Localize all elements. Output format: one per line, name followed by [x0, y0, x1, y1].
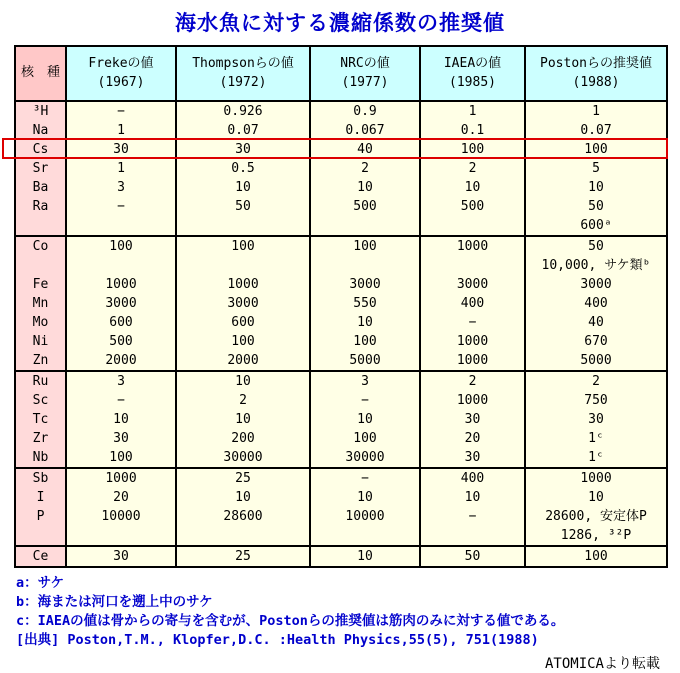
value-cell: 50: [525, 197, 667, 216]
value-cell: 10: [420, 178, 525, 197]
table-row: [15, 546, 667, 567]
value-cell: 1000: [420, 236, 525, 256]
nuclide-cell: Na: [15, 121, 66, 140]
value-cell: [66, 256, 176, 275]
value-cell: 3000: [525, 275, 667, 294]
value-cell: −: [310, 391, 420, 410]
value-cell: 10: [525, 178, 667, 197]
nuclide-cell: P: [15, 507, 66, 526]
column-header: IAEAの値 (1985): [420, 46, 525, 101]
nuclide-cell: [15, 256, 66, 275]
value-cell: 100: [310, 332, 420, 351]
value-cell: 3000: [420, 275, 525, 294]
nuclide-cell: [15, 216, 66, 236]
table-row: [15, 236, 667, 256]
value-cell: [66, 216, 176, 236]
value-cell: 1: [66, 159, 176, 178]
value-cell: 10,000, サケ類ᵇ: [525, 256, 667, 275]
value-cell: 1ᶜ: [525, 448, 667, 468]
value-cell: 0.07: [525, 121, 667, 140]
value-cell: 30: [66, 546, 176, 567]
nuclide-cell: ³H: [15, 101, 66, 121]
value-cell: 30: [420, 410, 525, 429]
table-row: [15, 448, 667, 468]
value-cell: 1000: [420, 351, 525, 371]
nuclide-cell: Tc: [15, 410, 66, 429]
value-cell: [420, 526, 525, 546]
table-section: [15, 371, 667, 468]
table-row: [15, 429, 667, 448]
nuclide-cell: Co: [15, 236, 66, 256]
value-cell: 400: [420, 294, 525, 313]
value-cell: 500: [66, 332, 176, 351]
table-row: [15, 121, 667, 140]
value-cell: 2: [176, 391, 310, 410]
value-cell: 20: [420, 429, 525, 448]
table-row: [15, 507, 667, 526]
value-cell: 2000: [66, 351, 176, 371]
table-row: [15, 526, 667, 546]
nuclide-cell: Ra: [15, 197, 66, 216]
value-cell: 5: [525, 159, 667, 178]
value-cell: 670: [525, 332, 667, 351]
value-cell: −: [66, 101, 176, 121]
nuclide-cell: Ce: [15, 546, 66, 567]
value-cell: 100: [420, 140, 525, 159]
value-cell: 100: [310, 429, 420, 448]
credit-line: ATOMICAより転載: [544, 656, 660, 672]
value-cell: [176, 526, 310, 546]
value-cell: 50: [525, 236, 667, 256]
value-cell: 100: [525, 140, 667, 159]
value-cell: 550: [310, 294, 420, 313]
value-cell: 10: [310, 178, 420, 197]
value-cell: [310, 256, 420, 275]
corner-header-nuclide: 核 種: [15, 46, 66, 101]
table-header-row: [15, 46, 667, 101]
value-cell: 2: [420, 371, 525, 391]
value-cell: 600: [66, 313, 176, 332]
value-cell: 0.067: [310, 121, 420, 140]
nuclide-cell: Sc: [15, 391, 66, 410]
value-cell: 100: [66, 448, 176, 468]
value-cell: −: [420, 507, 525, 526]
value-cell: 500: [310, 197, 420, 216]
value-cell: 10: [66, 410, 176, 429]
table-row: [15, 197, 667, 216]
value-cell: 1: [66, 121, 176, 140]
nuclide-cell: Sr: [15, 159, 66, 178]
value-cell: 500: [420, 197, 525, 216]
value-cell: 3: [66, 178, 176, 197]
value-cell: 200: [176, 429, 310, 448]
footnote: b：海または河口を遡上中のサケ: [16, 594, 213, 610]
column-header: NRCの値 (1977): [310, 46, 420, 101]
value-cell: −: [66, 197, 176, 216]
table-row: [15, 351, 667, 371]
value-cell: 100: [66, 236, 176, 256]
value-cell: 100: [310, 236, 420, 256]
value-cell: [420, 216, 525, 236]
value-cell: [420, 256, 525, 275]
column-header: Thompsonらの値 (1972): [176, 46, 310, 101]
value-cell: 10: [176, 371, 310, 391]
value-cell: 25: [176, 468, 310, 488]
value-cell: 10: [310, 410, 420, 429]
value-cell: 30: [420, 448, 525, 468]
nuclide-cell: Ba: [15, 178, 66, 197]
source-line: [出典] Poston,T.M., Klopfer,D.C. :Health Physics,55(5), 751(1988): [16, 632, 539, 648]
nuclide-cell: Mn: [15, 294, 66, 313]
value-cell: 10: [420, 488, 525, 507]
value-cell: [310, 216, 420, 236]
table-row: [15, 313, 667, 332]
value-cell: 10: [310, 313, 420, 332]
nuclide-cell: Mo: [15, 313, 66, 332]
table-row: [15, 371, 667, 391]
value-cell: 10: [176, 178, 310, 197]
value-cell: 1286, ³²P: [525, 526, 667, 546]
value-cell: 400: [420, 468, 525, 488]
table-row: [15, 332, 667, 351]
table-wrap: [14, 45, 666, 568]
value-cell: 1ᶜ: [525, 429, 667, 448]
value-cell: 1000: [525, 468, 667, 488]
table-row: [15, 101, 667, 121]
value-cell: 10000: [310, 507, 420, 526]
value-cell: 1000: [66, 468, 176, 488]
value-cell: 30: [66, 429, 176, 448]
value-cell: 1000: [66, 275, 176, 294]
nuclide-cell: Cs: [15, 140, 66, 159]
value-cell: −: [310, 468, 420, 488]
table-row: [15, 391, 667, 410]
value-cell: 10: [310, 488, 420, 507]
nuclide-cell: Ni: [15, 332, 66, 351]
table-row: [15, 294, 667, 313]
value-cell: −: [66, 391, 176, 410]
value-cell: 10: [525, 488, 667, 507]
value-cell: 100: [525, 546, 667, 567]
value-cell: [66, 526, 176, 546]
value-cell: 2: [525, 371, 667, 391]
value-cell: 100: [176, 236, 310, 256]
value-cell: 2000: [176, 351, 310, 371]
value-cell: 30: [66, 140, 176, 159]
value-cell: 0.9: [310, 101, 420, 121]
table-row: [15, 256, 667, 275]
value-cell: 5000: [310, 351, 420, 371]
concentration-factor-table: [14, 45, 668, 568]
value-cell: 3: [310, 371, 420, 391]
value-cell: 1000: [176, 275, 310, 294]
value-cell: 1000: [420, 391, 525, 410]
value-cell: 50: [176, 197, 310, 216]
value-cell: 10: [176, 410, 310, 429]
value-cell: 1: [525, 101, 667, 121]
nuclide-cell: I: [15, 488, 66, 507]
table-row: [15, 410, 667, 429]
footnote: a：サケ: [16, 575, 65, 591]
table-row: [15, 178, 667, 197]
page-title: 海水魚に対する濃縮係数の推奨値: [175, 11, 505, 35]
value-cell: [310, 526, 420, 546]
nuclide-cell: Fe: [15, 275, 66, 294]
value-cell: 10: [176, 488, 310, 507]
footnotes: [16, 574, 680, 631]
value-cell: 28600: [176, 507, 310, 526]
value-cell: 3000: [310, 275, 420, 294]
value-cell: 30: [525, 410, 667, 429]
nuclide-cell: Zr: [15, 429, 66, 448]
value-cell: 2: [310, 159, 420, 178]
table-row: [15, 159, 667, 178]
value-cell: 30000: [176, 448, 310, 468]
value-cell: 50: [420, 546, 525, 567]
table-row: [15, 275, 667, 294]
table-header: [15, 46, 667, 101]
table-section: [15, 468, 667, 546]
table-row: [15, 216, 667, 236]
value-cell: 40: [525, 313, 667, 332]
value-cell: 20: [66, 488, 176, 507]
nuclide-cell: Zn: [15, 351, 66, 371]
value-cell: 0.926: [176, 101, 310, 121]
value-cell: 100: [176, 332, 310, 351]
value-cell: 0.07: [176, 121, 310, 140]
value-cell: 0.5: [176, 159, 310, 178]
value-cell: 600ᵃ: [525, 216, 667, 236]
value-cell: 10: [310, 546, 420, 567]
value-cell: 30: [176, 140, 310, 159]
value-cell: 30000: [310, 448, 420, 468]
value-cell: 3000: [66, 294, 176, 313]
value-cell: 3: [66, 371, 176, 391]
value-cell: [176, 256, 310, 275]
value-cell: 0.1: [420, 121, 525, 140]
table-section: [15, 236, 667, 371]
value-cell: 10000: [66, 507, 176, 526]
value-cell: −: [420, 313, 525, 332]
nuclide-cell: Nb: [15, 448, 66, 468]
table-section: [15, 546, 667, 567]
value-cell: 1: [420, 101, 525, 121]
footnote: c：IAEAの値は骨からの寄与を含むが、Postonらの推奨値は筋肉のみに対する値である。: [16, 613, 565, 629]
value-cell: 5000: [525, 351, 667, 371]
value-cell: 1000: [420, 332, 525, 351]
table-row: [15, 468, 667, 488]
table-row: [15, 140, 667, 159]
value-cell: 40: [310, 140, 420, 159]
value-cell: 600: [176, 313, 310, 332]
value-cell: 750: [525, 391, 667, 410]
value-cell: [176, 216, 310, 236]
value-cell: 3000: [176, 294, 310, 313]
value-cell: 28600, 安定体P: [525, 507, 667, 526]
column-header: Postonらの推奨値 (1988): [525, 46, 667, 101]
column-header: Frekeの値 (1967): [66, 46, 176, 101]
table-section: [15, 101, 667, 236]
nuclide-cell: Ru: [15, 371, 66, 391]
value-cell: 400: [525, 294, 667, 313]
table-row: [15, 488, 667, 507]
nuclide-cell: [15, 526, 66, 546]
value-cell: 2: [420, 159, 525, 178]
nuclide-cell: Sb: [15, 468, 66, 488]
value-cell: 25: [176, 546, 310, 567]
